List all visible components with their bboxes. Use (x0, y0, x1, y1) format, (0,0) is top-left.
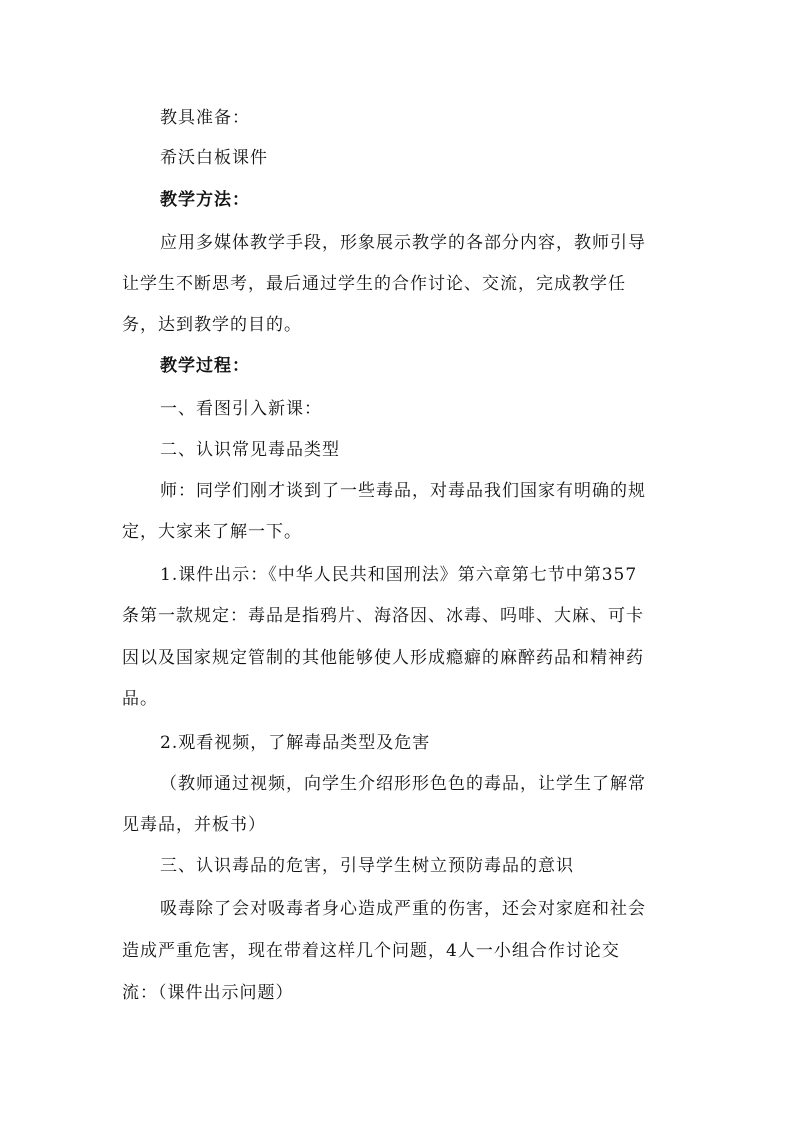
courseware-item-1-line-3: 因以及国家规定管制的其他能够使人形成瘾癖的麻醉药品和精神药 (122, 648, 644, 668)
paragraph-methods-line-3: 务，达到教学的目的。 (122, 315, 302, 335)
courseware-item-1-line-1: 1.课件出示：《中华人民共和国刑法》第六章第七节中第357 (160, 565, 638, 585)
drug-harm-paragraph-line-1: 吸毒除了会对吸毒者身心造成严重的伤害，还会对家庭和社会 (160, 899, 646, 919)
video-item-title: 2.观看视频，了解毒品类型及危害 (160, 733, 431, 753)
paragraph-teaching-aids: 希沃白板课件 (160, 148, 268, 168)
section-two-title: 二、认识常见毒品类型 (160, 440, 340, 460)
teacher-dialogue-line-2: 定，大家来了解一下。 (122, 522, 302, 542)
heading-teaching-process: 教学过程： (160, 356, 250, 376)
courseware-item-1-line-4: 品。 (122, 689, 158, 709)
section-three-title: 三、认识毒品的危害，引导学生树立预防毒品的意识 (160, 856, 574, 876)
courseware-item-1-line-2: 条第一款规定：毒品是指鸦片、海洛因、冰毒、吗啡、大麻、可卡 (122, 606, 644, 626)
heading-teaching-methods: 教学方法： (160, 190, 250, 210)
paragraph-methods-line-1: 应用多媒体教学手段，形象展示教学的各部分内容，教师引导 (160, 233, 646, 253)
video-note-line-2: 见毒品，并板书） (122, 815, 266, 835)
paragraph-methods-line-2: 让学生不断思考，最后通过学生的合作讨论、交流，完成教学任 (122, 274, 626, 294)
drug-harm-paragraph-line-2: 造成严重危害，现在带着这样几个问题，4人一小组合作讨论交 (122, 941, 620, 961)
teacher-dialogue-line-1: 师：同学们刚才谈到了一些毒品，对毒品我们国家有明确的规 (160, 481, 646, 501)
video-note-line-1: （教师通过视频，向学生介绍形形色色的毒品，让学生了解常 (160, 774, 646, 794)
heading-teaching-aids: 教具准备： (160, 108, 250, 128)
section-one-title: 一、看图引入新课： (160, 399, 322, 419)
drug-harm-paragraph-line-3: 流：（课件出示问题） (122, 983, 294, 1003)
